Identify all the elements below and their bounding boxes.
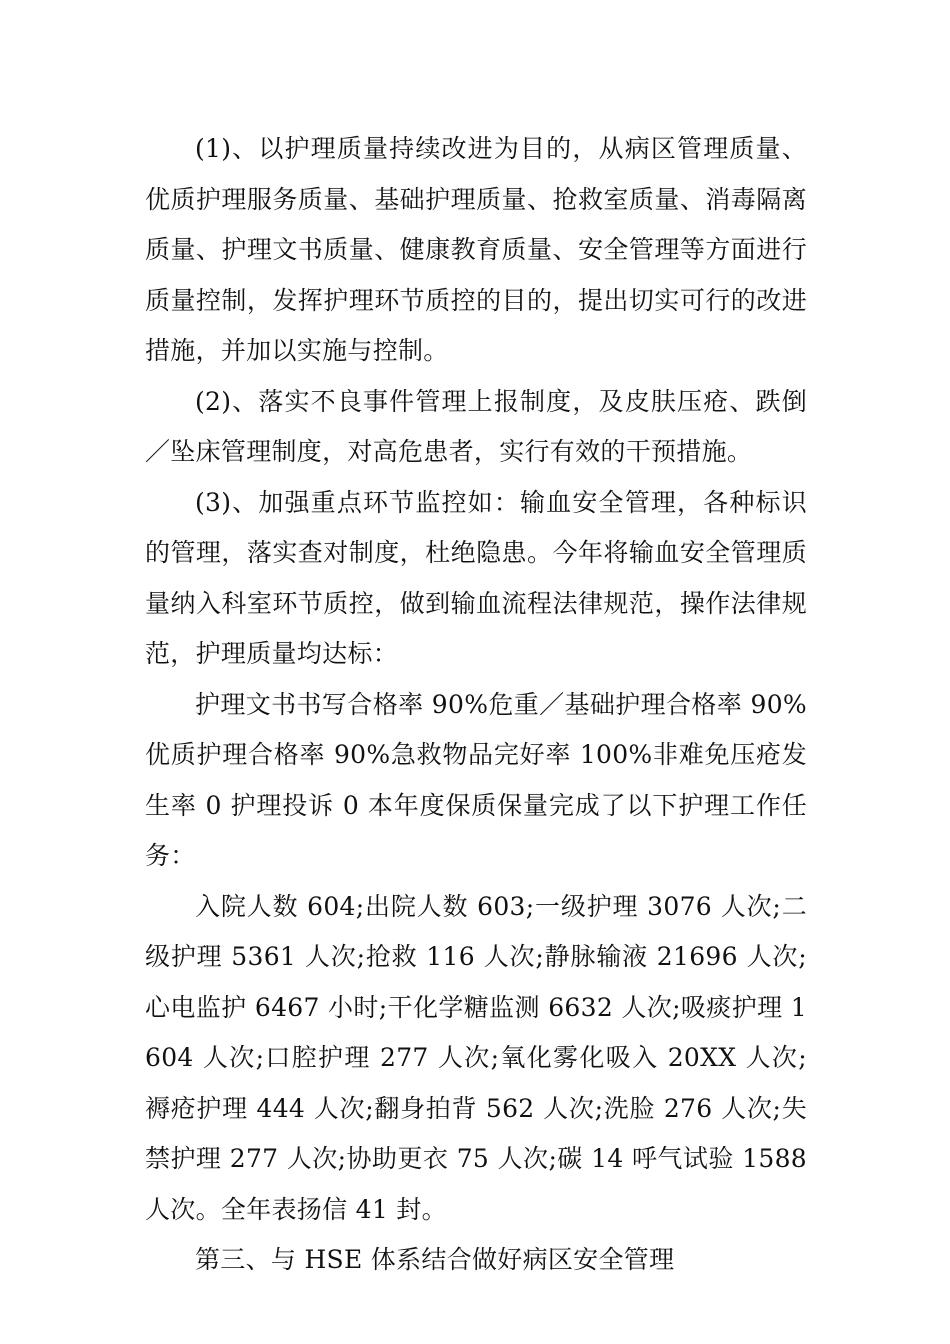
document-body xyxy=(145,124,807,1286)
paragraph-annual-statistics: 入院人数 604;出院人数 603;一级护理 3076 人次;二级护理 5361 人次;抢救 116 人次;静脉输液 21696 人次;心电监护 6467 小时;干化学糖监测 6632 人次;吸痰护理 1604 人次;口腔护理 277 人次;氧化雾化吸入 20XX 人次;褥疮护理 444 人次;翻身拍背 562 人次;洗脸 276 人次;失禁护理 277 人次;协助更衣 75 人次;碳 14 呼气试验 1588 人次。全年表扬信 41 封。 xyxy=(145,891,807,1224)
paragraph-quality-rates: 护理文书书写合格率 90%危重／基础护理合格率 90%优质护理合格率 90%急救物品完好率 100%非难免压疮发生率 0 护理投诉 0 本年度保质保量完成了以下护理工作任务： xyxy=(145,689,807,870)
paragraph-quality-improvement: (1)、以护理质量持续改进为目的，从病区管理质量、优质护理服务质量、基础护理质量、抢救室质量、消毒隔离质量、护理文书质量、健康教育质量、安全管理等方面进行质量控制，发挥护理环节质控的目的，提出切实可行的改进措施，并加以实施与控制。 xyxy=(145,134,807,365)
paragraph-adverse-events: (2)、落实不良事件管理上报制度，及皮肤压疮、跌倒／坠床管理制度，对高危患者，实行有效的干预措施。 xyxy=(145,386,807,466)
paragraph-key-monitoring: (3)、加强重点环节监控如：输血安全管理，各种标识的管理，落实查对制度，杜绝隐患。今年将输血安全管理质量纳入科室环节质控，做到输血流程法律规范，操作法律规范，护理质量均达标： xyxy=(145,487,807,668)
section-heading-hse: 第三、与 HSE 体系结合做好病区安全管理 xyxy=(195,1245,675,1274)
